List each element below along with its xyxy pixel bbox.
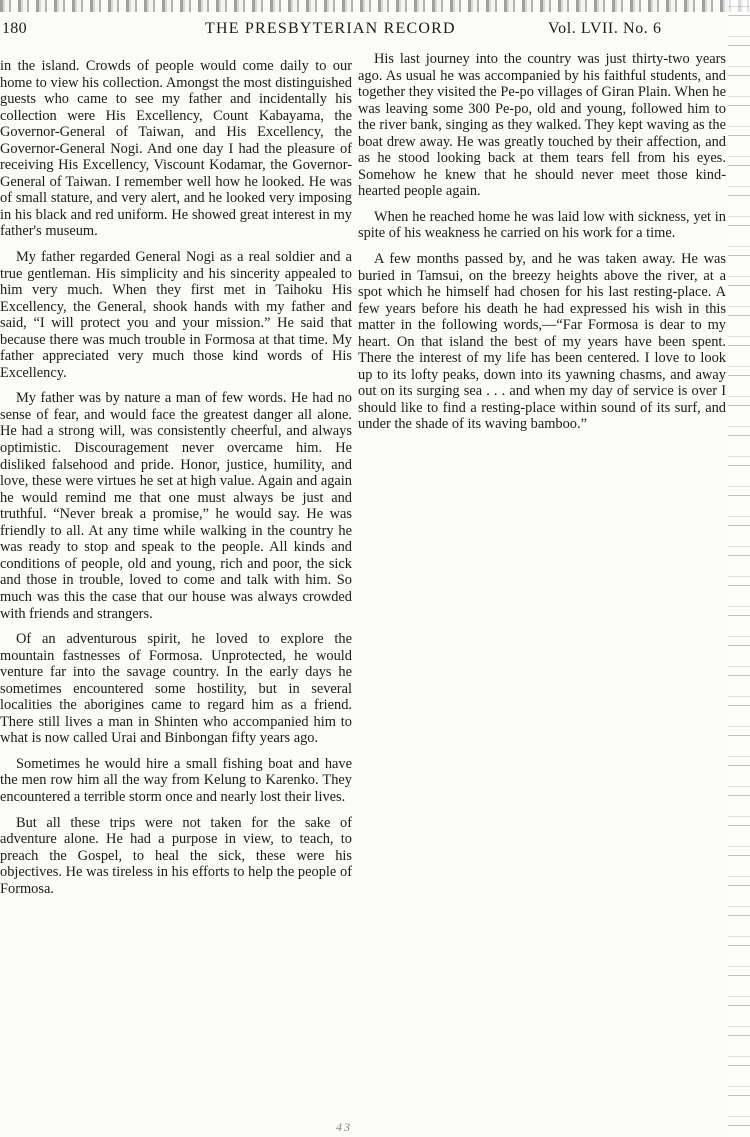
handwritten-page-mark: 43 [336, 1120, 352, 1134]
left-column [0, 58, 352, 906]
paragraph: His last journey into the country was just thirty-two years ago. As usual he was accompanied by his faithful students, and together they visited the Pe-po villages of Giran Plain. When he was leaving some 300 Pe-po, old and young, followed him to the river bank, singing as they walked. They kept waving as the boat drew away. He was greatly touched by their affection, and as he stood looking back at them tears fell from his eyes. Somehow he knew that he should never meet those kind-hearted people again. [358, 51, 726, 200]
scan-edge-top [0, 0, 750, 12]
running-header [0, 20, 740, 42]
right-column [358, 51, 726, 442]
paragraph: But all these trips were not taken for the sake of adventure alone. He had a purpose in view, to teach, to preach the Gospel, to heal the sick, these were his objectives. He was tireless in his efforts to help the people of Formosa. [0, 814, 352, 897]
paragraph: in the island. Crowds of people would come daily to our home to view his collection. Amongst the most distinguished guests who came to see my father and incidentally his collection were His Excellency, Count Kabayama, the Governor-General of Taiwan, and His Excellency, the Governor-General Nogi. And one day I had the pleasure of receiving His Excellency, Viscount Kodamar, the Governor-General of Taiwan. I remember well how he looked. He was of small stature, and very alert, and he looked very imposing in his black and red uniform. He showed great interest in my father's museum. [0, 58, 352, 240]
paragraph: Of an adventurous spirit, he loved to explore the mountain fastnesses of Formosa. Unprotected, he would venture far into the savage country. In the early days he sometimes encountered some hostility, but in several localities the aborigines came to regard him as a friend. There still lives a man in Shinten who accompanied him to what is now called Urai and Binbongan fifty years ago. [0, 631, 352, 747]
page-number: 180 [2, 20, 27, 37]
paragraph: My father was by nature a man of few words. He had no sense of fear, and would face the greatest danger all alone. He had a strong will, was consistently cheerful, and always optimistic. Discouragement never overcame him. He disliked falsehood and pride. Honor, justice, humility, and love, these were virtues he set at high value. Again and again he would remind me that one must always be just and truthful. “Never break a promise,” he would say. He was friendly to all. At any time while walking in the country he was ready to stop and speak to the people. All kinds and conditions of people, old and young, rich and poor, the sick and those in trouble, loved to come and talk with him. So much was this the case that our house was always crowded with friends and strangers. [0, 390, 352, 622]
paragraph: When he reached home he was laid low with sickness, yet in spite of his weakness he carried on his work for a time. [358, 208, 726, 242]
scan-edge-right [728, 0, 750, 1137]
journal-title: THE PRESBYTERIAN RECORD [205, 20, 456, 37]
paragraph: A few months passed by, and he was taken away. He was buried in Tamsui, on the breezy heights above the river, at a spot which he himself had chosen for his last resting-place. A few years before his death he had expressed his wish in this matter in the following words,—“Far Formosa is dear to my heart. On that island the best of my years have been spent. There the interest of my life has been centered. I love to look up to its lofty peaks, down into its yawning chasms, and away out on its surging sea . . . and when my day of service is over I should like to find a resting-place within sound of its surf, and under the shade of its waving bamboo.” [358, 251, 726, 433]
paragraph: Sometimes he would hire a small fishing boat and have the men row him all the way from Kelung to Karenko. They encountered a terrible storm once and nearly lost their lives. [0, 755, 352, 805]
paragraph: My father regarded General Nogi as a real soldier and a true gentleman. His simplicity and his sincerity appealed to him very much. When they first met in Taihoku His Excellency, the General, shook hands with my father and said, “I will protect you and your mission.” He said that because there was much trouble in Formosa at that time. My father appreciated very much those kind words of His Excellency. [0, 249, 352, 381]
volume-issue: Vol. LVII. No. 6 [548, 20, 662, 37]
